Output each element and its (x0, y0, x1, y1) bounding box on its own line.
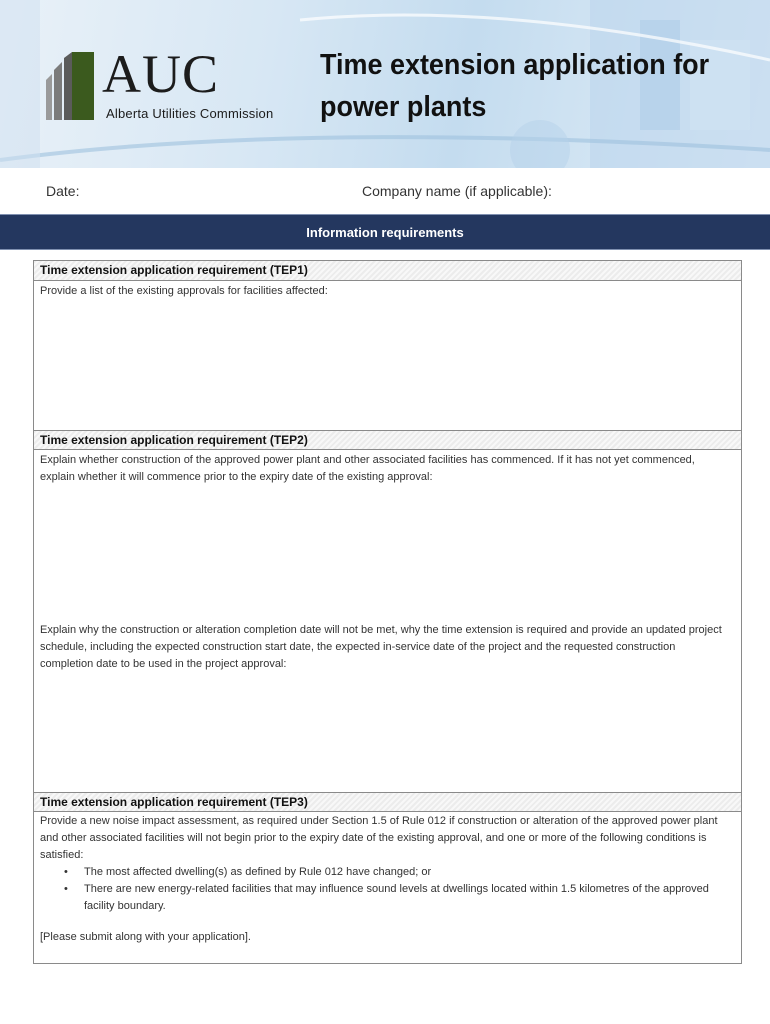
tep2-heading: Time extension application requirement (TEP2) (34, 430, 741, 450)
company-name-label: Company name (if applicable): (362, 183, 552, 199)
logo-organization-name: Alberta Utilities Commission (106, 106, 274, 121)
bullet-icon: • (64, 866, 68, 878)
tep3-heading: Time extension application requirement (TEP3) (34, 792, 741, 812)
auc-logo (42, 44, 292, 130)
document-title-line-2: power plants (320, 91, 487, 123)
tep3-content (40, 813, 730, 946)
tep3-bullet-item (40, 864, 730, 881)
page-header (0, 0, 770, 168)
tep1-text: Provide a list of the existing approvals for facilities affected: (40, 285, 328, 297)
document-title (320, 44, 720, 128)
tep3-bullet-text: The most affected dwelling(s) as defined by Rule 012 have changed; or (84, 866, 432, 878)
tep3-bullet-text: There are new energy-related facilities that may influence sound levels at dwellings located within 1.5 kilometres of the approved facility boundary. (84, 883, 709, 912)
document-title-line-1: Time extension application for (320, 49, 710, 81)
tep3-text: Provide a new noise impact assessment, as required under Section 1.5 of Rule 012 if construction or alteration of the approved power plant and other associated facilities will not begin prior to the expiry date of the existing approval, and one or more of the following conditions is satisfied: (40, 815, 718, 861)
date-label: Date: (46, 183, 80, 199)
requirements-table (33, 260, 742, 964)
tep1-heading: Time extension application requirement (TEP1) (34, 261, 741, 281)
auc-logo-mark (42, 50, 98, 122)
tep2-text-commencement: Explain whether construction of the approved power plant and other associated facilities has commenced. If it has not yet commenced, explain whether it will commence prior to the expiry date of the existing approval: (40, 454, 695, 483)
logo-acronym: AUC (102, 44, 220, 104)
section-band-title: Information requirements (306, 224, 464, 240)
section-band (0, 214, 770, 250)
tep2-text-completion: Explain why the construction or alteration completion date will not be met, why the time extension is required and provide an updated project schedule, including the expected construction start date, the expected in-service date of the project and the requested construction completion date to be used in the project approval: (40, 624, 722, 670)
bullet-icon: • (64, 883, 68, 895)
tep3-bullet-item (40, 881, 730, 915)
tep3-note: [Please submit along with your application]. (40, 931, 251, 943)
